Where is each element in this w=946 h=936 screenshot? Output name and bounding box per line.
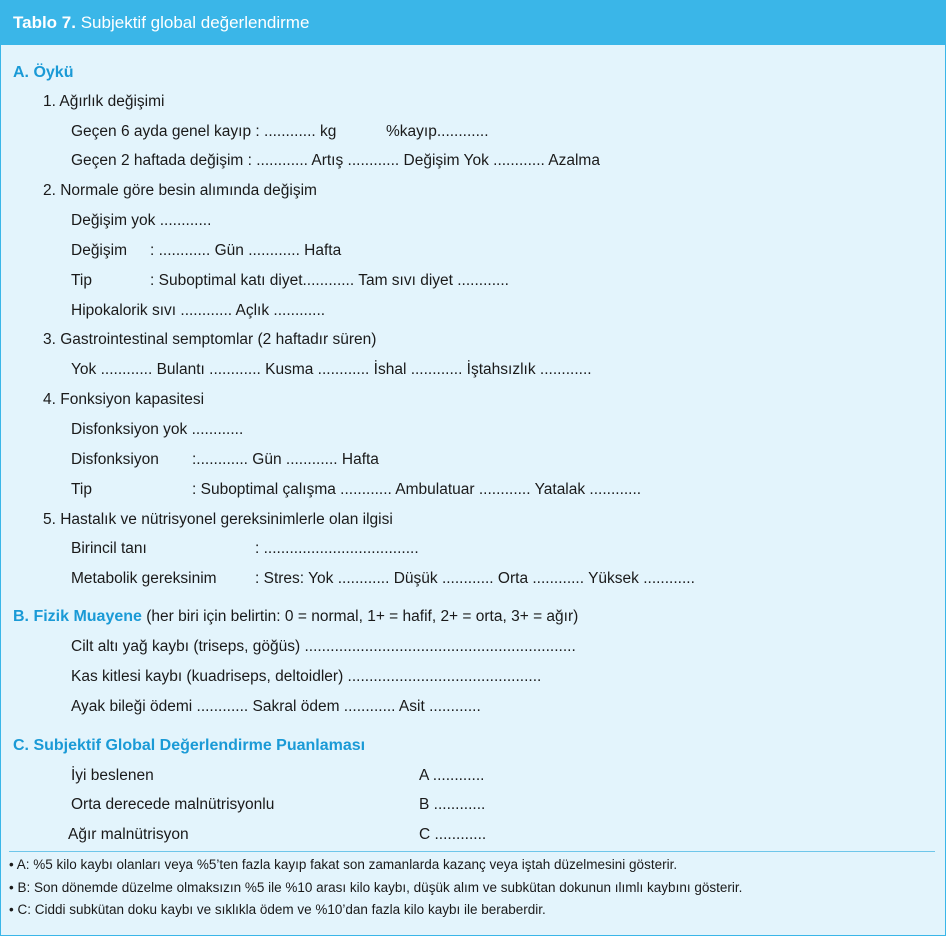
q4-line-2-value: :............ Gün ............ Hafta xyxy=(192,451,379,468)
table-number: Tablo 7. xyxy=(13,13,76,32)
q2-line-2-value: : ............ Gün ............ Hafta xyxy=(150,242,342,259)
table-title-bar xyxy=(1,1,945,45)
q3-line-1: Yok ............ Bulantı ............ Kusma ............ İshal ............ İştahsızlık ............ xyxy=(71,361,592,378)
footnote-c: • C: Ciddi subkütan doku kaybı ve sıklıkla ödem ve %10’dan fazla kilo kaybı ile beraberdir. xyxy=(9,902,546,917)
section-b-heading: B. Fizik Muayene xyxy=(13,608,142,625)
question-1: 1. Ağırlık değişimi xyxy=(43,93,165,110)
b-line-1: Cilt altı yağ kaybı (triseps, göğüs) ............................................................... xyxy=(71,638,576,655)
q2-line-3-value: : Suboptimal katı diyet............ Tam sıvı diyet ............ xyxy=(150,272,509,289)
q5-line-1-value: : .................................... xyxy=(255,540,419,557)
q2-line-3-label: Tip xyxy=(71,272,92,289)
q5-line-1-label: Birincil tanı xyxy=(71,540,147,557)
c-row-2-code: B ............ xyxy=(419,796,486,813)
table-content xyxy=(1,45,945,935)
q2-line-4: Hipokalorik sıvı ............ Açlık ............ xyxy=(71,302,326,319)
q1-line-1: Geçen 6 ayda genel kayıp : ............ kg xyxy=(71,123,337,140)
question-3: 3. Gastrointestinal semptomlar (2 haftadır süren) xyxy=(43,331,377,348)
section-b-note: (her biri için belirtin: 0 = normal, 1+ = hafif, 2+ = orta, 3+ = ağır) xyxy=(146,608,579,625)
b-line-3: Ayak bileği ödemi ............ Sakral ödem ............ Asit ............ xyxy=(71,698,481,715)
q2-line-2-label: Değişim xyxy=(71,242,127,259)
c-row-1-code: A ............ xyxy=(419,767,485,784)
q4-line-1: Disfonksiyon yok ............ xyxy=(71,421,244,438)
q4-line-3-value: : Suboptimal çalışma ............ Ambulatuar ............ Yatalak ............ xyxy=(192,481,642,498)
question-5: 5. Hastalık ve nütrisyonel gereksinimlerle olan ilgisi xyxy=(43,511,393,528)
q1-line-2: Geçen 2 haftada değişim : ............ Artış ............ Değişim Yok ............ Azalma xyxy=(71,152,600,169)
c-row-3-code: C ............ xyxy=(419,826,487,843)
section-c-heading: C. Subjektif Global Değerlendirme Puanlaması xyxy=(13,737,366,754)
q2-line-1: Değişim yok ............ xyxy=(71,212,212,229)
question-2: 2. Normale göre besin alımında değişim xyxy=(43,182,317,199)
question-4: 4. Fonksiyon kapasitesi xyxy=(43,391,205,408)
section-b-heading-row xyxy=(13,608,578,626)
c-row-3-label: Ağır malnütrisyon xyxy=(68,826,189,843)
q5-line-2-value: : Stres: Yok ............ Düşük ............ Orta ............ Yüksek ............ xyxy=(255,570,695,587)
q5-line-2-label: Metabolik gereksinim xyxy=(71,570,217,587)
c-row-1-label: İyi beslenen xyxy=(71,767,154,784)
b-line-2: Kas kitlesi kaybı (kuadriseps, deltoidler) ............................................. xyxy=(71,668,542,685)
q1-line-1-percent: %kayıp............ xyxy=(386,123,489,140)
footnote-b: • B: Son dönemde düzelme olmaksızın %5 ile %10 arası kilo kaybı, düşük alım ve subkütan dokunun ılımlı kaybını gösterir. xyxy=(9,880,743,895)
q4-line-2-label: Disfonksiyon xyxy=(71,451,159,468)
table-title: Subjektif global değerlendirme xyxy=(80,13,310,32)
c-row-2-label: Orta derecede malnütrisyonlu xyxy=(71,796,275,813)
footnote-divider xyxy=(9,851,935,852)
section-a-heading: A. Öykü xyxy=(13,64,74,81)
footnote-a: • A: %5 kilo kaybı olanları veya %5’ten fazla kayıp fakat son zamanlarda kazanç veya iştah düzelmesini gösterir. xyxy=(9,857,678,872)
q4-line-3-label: Tip xyxy=(71,481,92,498)
